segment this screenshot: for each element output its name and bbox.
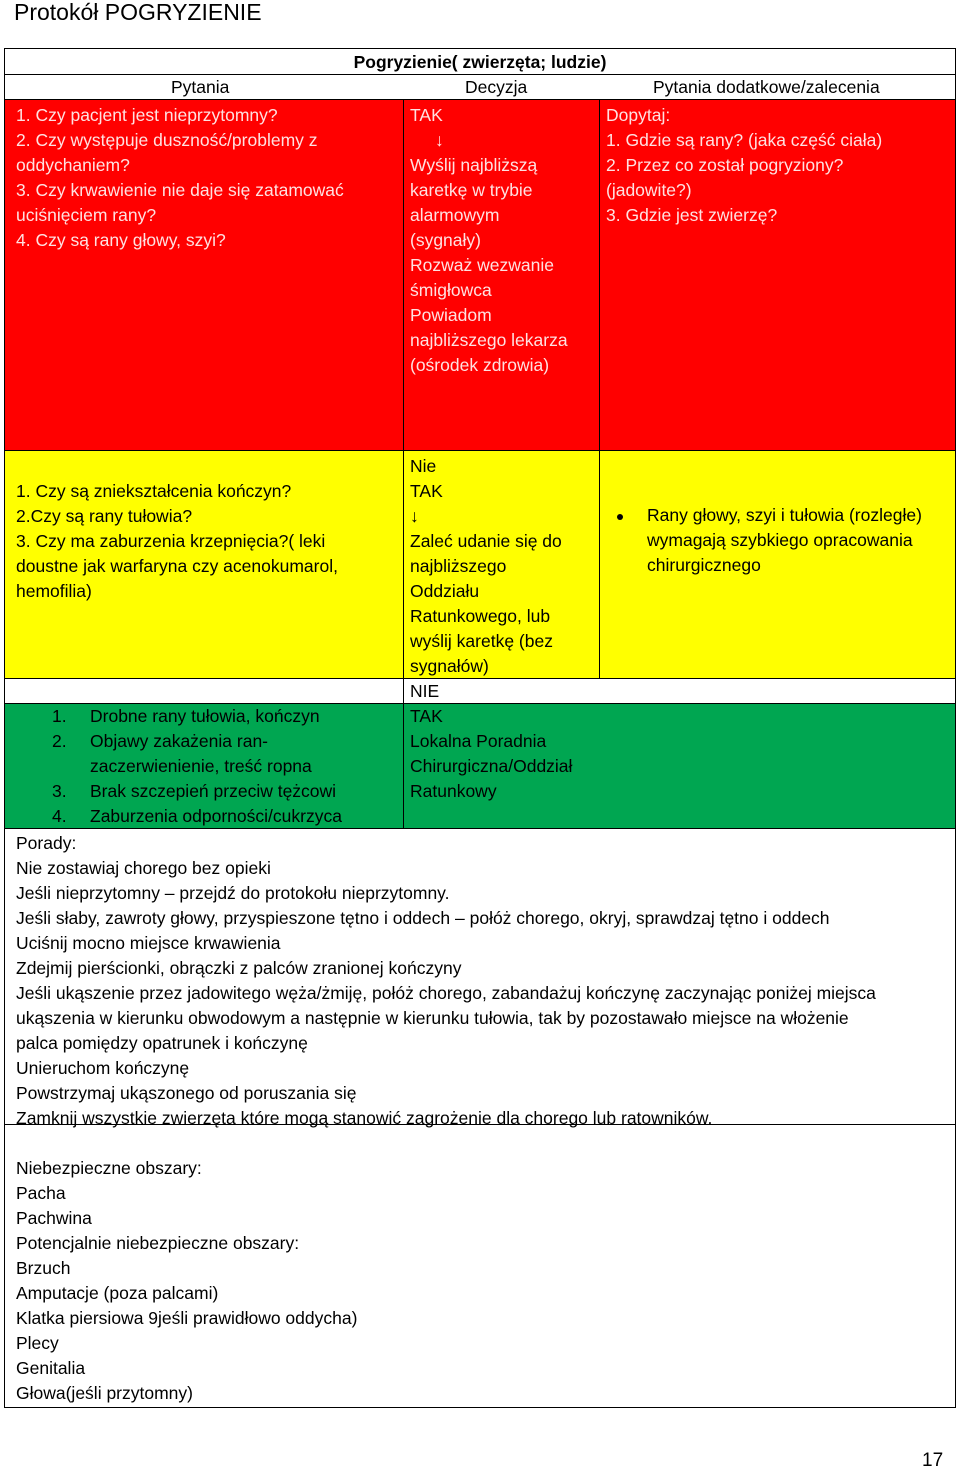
danger-zone-item: Plecy: [16, 1333, 59, 1353]
green-item-text: Drobne rany tułowia, kończyn: [90, 706, 320, 726]
yellow-decision-line: wyślij karetkę (bez: [410, 631, 553, 651]
red-decision-line: Powiadom: [410, 305, 492, 325]
green-item-text: zaczerwienienie, treść ropna: [90, 756, 312, 776]
column-divider: [403, 704, 404, 828]
advice-line: Nie zostawiaj chorego bez opieki: [16, 858, 271, 878]
red-questions: [5, 100, 403, 253]
advice-line: Powstrzymaj ukąszonego od poruszania się: [16, 1083, 357, 1103]
red-question-line: oddychaniem?: [16, 155, 130, 175]
no-row: [5, 679, 955, 704]
danger-zone-item: Klatka piersiowa 9jeśli prawidłowo oddycha): [16, 1308, 358, 1328]
green-item-text: Zaburzenia odporności/cukrzyca: [90, 806, 342, 826]
no-label: NIE: [410, 681, 440, 701]
advice-line: Zamknij wszystkie zwierzęta które mogą stanowić zagrożenie dla chorego lub ratowników.: [16, 1108, 713, 1128]
red-decision: [403, 100, 599, 378]
green-item-text: Brak szczepień przeciw tężcowi: [90, 781, 337, 801]
danger-zones-section: [5, 1156, 955, 1406]
green-item-number: 4.: [52, 806, 67, 826]
yellow-decision: [403, 451, 599, 679]
advice-line: ukąszenia w kierunku obwodowym a następnie w kierunku tułowia, tak by pozostawało miejsce na włożenie: [16, 1008, 849, 1028]
potential-danger-zones-heading: Potencjalnie niebezpieczne obszary:: [16, 1233, 300, 1253]
yellow-recommendation-line: Rany głowy, szyi i tułowia (rozległe): [647, 505, 922, 525]
yellow-question-line: 1. Czy są zniekształcenia kończyn?: [16, 481, 292, 501]
green-decision: [403, 704, 599, 804]
yellow-recommendation-line: wymagają szybkiego opracowania: [647, 530, 913, 550]
yellow-decision-line: Zaleć udanie się do: [410, 531, 562, 551]
advice-line: Jeśli słaby, zawroty głowy, przyspieszone tętno i oddech – połóż chorego, okryj, sprawdzaj tętno i oddech: [16, 908, 830, 928]
down-arrow-icon: ↓: [435, 130, 444, 150]
advice-line: Unieruchom kończynę: [16, 1058, 190, 1078]
green-item-number: 2.: [52, 731, 67, 751]
red-decision-line: alarmowym: [410, 205, 500, 225]
yellow-question-line: doustne jak warfaryna czy acenokumarol,: [16, 556, 338, 576]
advice-line: palca pomiędzy opatrunek i kończynę: [16, 1033, 308, 1053]
red-priority-row: [5, 100, 955, 451]
yellow-question-line: hemofilia): [16, 581, 92, 601]
yellow-decision-line: najbliższego: [410, 556, 507, 576]
danger-zone-item: Pacha: [16, 1183, 66, 1203]
danger-zones-heading: Niebezpieczne obszary:: [16, 1158, 202, 1178]
red-extra-line: 3. Gdzie jest zwierzę?: [606, 205, 778, 225]
column-divider: [403, 679, 404, 703]
green-item-number: 3.: [52, 781, 67, 801]
table-main-header: Pogryzienie( zwierzęta; ludzie): [5, 49, 955, 75]
green-item-text: Objawy zakażenia ran-: [90, 731, 268, 751]
yellow-priority-row: [5, 451, 955, 679]
column-divider: [403, 451, 404, 678]
red-question-line: 3. Czy krwawienie nie daje się zatamować: [16, 180, 344, 200]
red-decision-line: najbliższego lekarza: [410, 330, 568, 350]
column-divider: [599, 100, 600, 450]
yellow-question-line: 2.Czy są rany tułowia?: [16, 506, 193, 526]
advice-heading: Porady:: [16, 833, 77, 853]
red-decision-line: Rozważ wezwanie: [410, 255, 554, 275]
yellow-questions: [5, 451, 403, 604]
yellow-question-line: 3. Czy ma zaburzenia krzepnięcia?( leki: [16, 531, 326, 551]
red-decision-line: (ośrodek zdrowia): [410, 355, 550, 375]
red-decision-line: Wyślij najbliższą: [410, 155, 538, 175]
section-divider: [5, 1124, 955, 1125]
yellow-recommendation-line: chirurgicznego: [647, 555, 761, 575]
green-decision-line: TAK: [410, 706, 443, 726]
red-decision-line: karetkę w trybie: [410, 180, 533, 200]
bite-protocol-table: [4, 48, 956, 1408]
bullet-icon: [617, 514, 623, 520]
column-header-decision: Decyzja: [465, 77, 528, 97]
advice-line: Uciśnij mocno miejsce krwawienia: [16, 933, 281, 953]
green-decision-line: Lokalna Poradnia: [410, 731, 547, 751]
red-extra-line: (jadowite?): [606, 180, 692, 200]
column-headers: [5, 75, 955, 100]
advice-line: Jeśli nieprzytomny – przejdź do protokołu nieprzytomny.: [16, 883, 450, 903]
green-item-number: 1.: [52, 706, 67, 726]
red-extra-line: 1. Gdzie są rany? (jaka część ciała): [606, 130, 883, 150]
page-number: 17: [922, 1450, 944, 1471]
danger-zone-item: Amputacje (poza palcami): [16, 1283, 219, 1303]
yellow-recommendation-bullet: [617, 503, 922, 578]
green-decision-line: Ratunkowy: [410, 781, 497, 801]
advice-line: Zdejmij pierścionki, obrączki z palców zranionej kończyny: [16, 958, 462, 978]
column-header-questions: Pytania: [171, 77, 230, 97]
column-divider: [403, 100, 404, 450]
column-divider: [599, 451, 600, 678]
yellow-decision-line: Oddziału: [410, 581, 480, 601]
green-decision-line: Chirurgiczna/Oddział: [410, 756, 573, 776]
red-extra-questions: [599, 100, 955, 228]
page-title: Protokół POGRYZIENIE: [14, 0, 262, 25]
red-extra-line: Dopytaj:: [606, 105, 671, 125]
advice-section: [5, 831, 955, 1131]
red-decision-line: śmigłowca: [410, 280, 492, 300]
red-decision-line: TAK: [410, 105, 443, 125]
red-extra-line: 2. Przez co został pogryziony?: [606, 155, 844, 175]
yellow-decision-line: sygnałów): [410, 656, 489, 676]
red-question-line: 1. Czy pacjent jest nieprzytomny?: [16, 105, 278, 125]
yellow-decision-line: TAK: [410, 481, 443, 501]
red-question-line: uciśnięciem rany?: [16, 205, 157, 225]
advice-line: Jeśli ukąszenie przez jadowitego węża/żmiję, połóż chorego, zabandażuj kończynę zaczynając poniżej miejsca: [16, 983, 876, 1003]
red-question-line: 4. Czy są rany głowy, szyi?: [16, 230, 226, 250]
danger-zone-item: Pachwina: [16, 1208, 92, 1228]
yellow-decision-line: Nie: [410, 456, 437, 476]
green-priority-row: [5, 704, 955, 829]
red-decision-line: (sygnały): [410, 230, 481, 250]
danger-zone-item: Głowa(jeśli przytomny): [16, 1383, 193, 1403]
danger-zone-item: Brzuch: [16, 1258, 71, 1278]
column-header-extra: Pytania dodatkowe/zalecenia: [653, 77, 880, 97]
down-arrow-icon: ↓: [410, 506, 419, 526]
danger-zone-item: Genitalia: [16, 1358, 86, 1378]
yellow-decision-line: Ratunkowego, lub: [410, 606, 551, 626]
red-question-line: 2. Czy występuje duszność/problemy z: [16, 130, 318, 150]
